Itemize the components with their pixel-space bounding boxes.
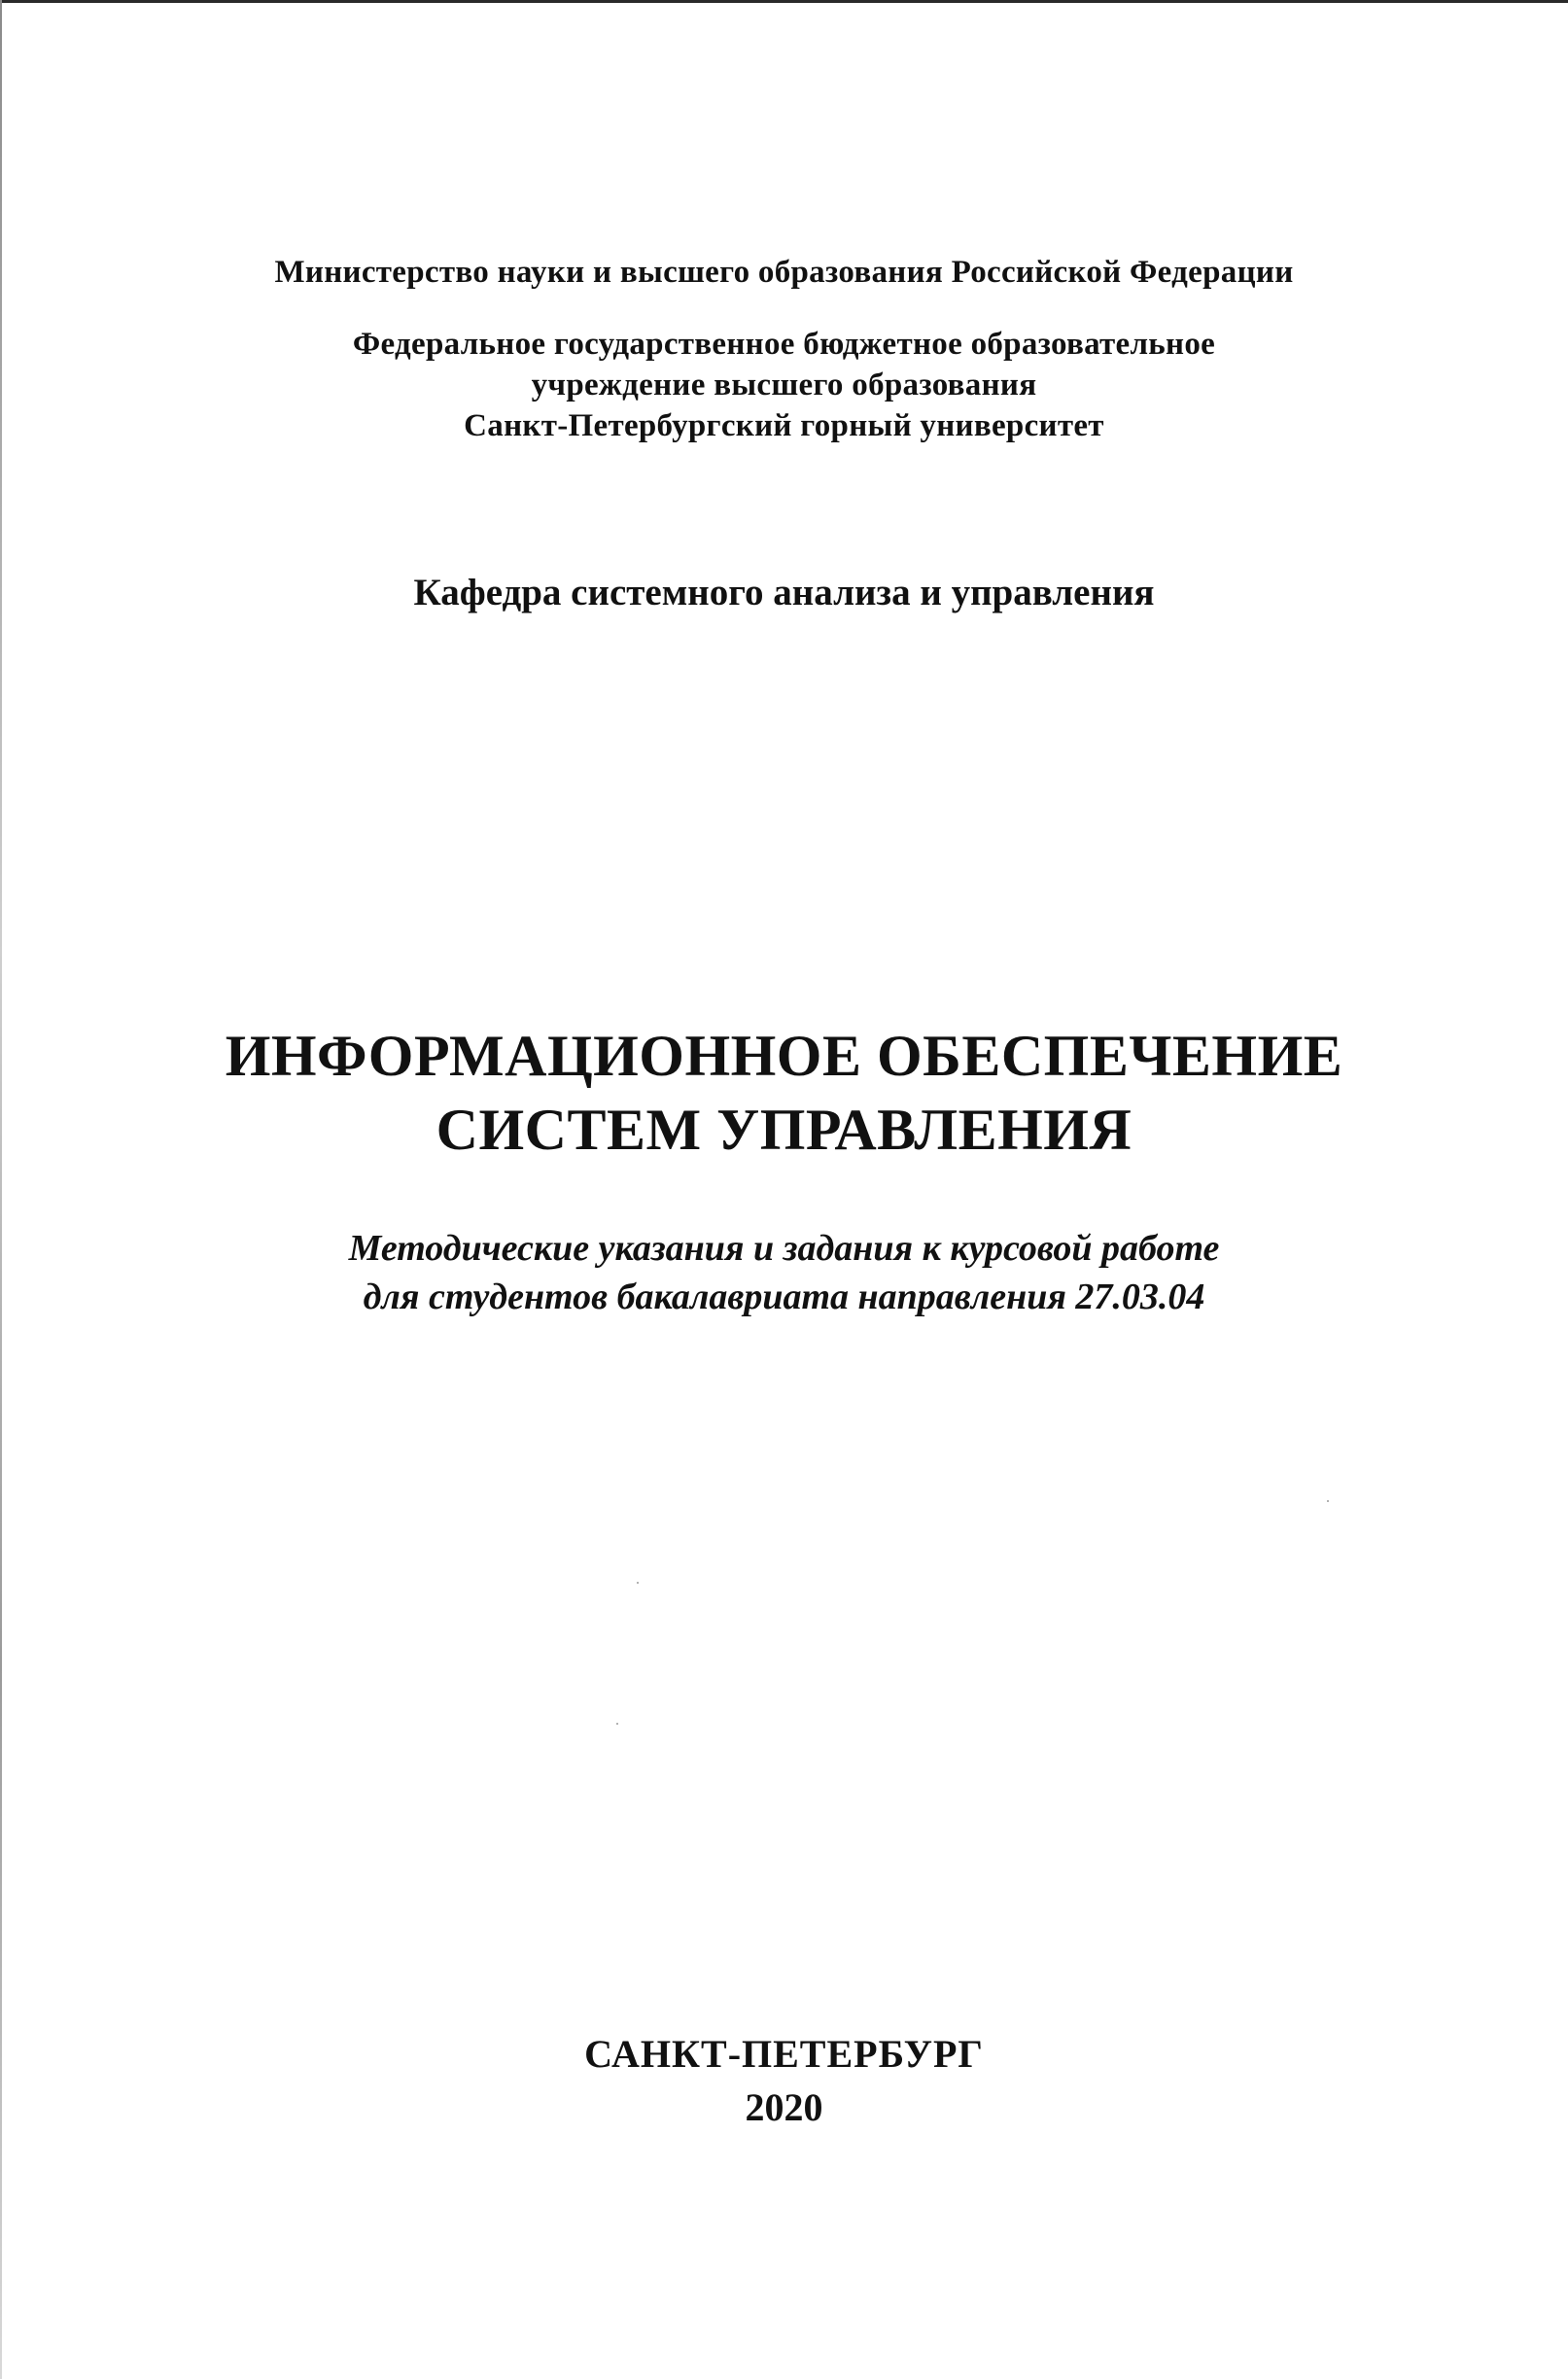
institution-type-line-1: Федеральное государственное бюджетное образовательное: [352, 327, 1216, 362]
publication-year: 2020: [745, 2085, 823, 2129]
publication-city: САНКТ-ПЕТЕРБУРГ: [584, 2032, 984, 2076]
scan-top-edge: [0, 0, 1568, 3]
document-title-line-1: ИНФОРМАЦИОННОЕ ОБЕСПЕЧЕНИЕ: [225, 1024, 1343, 1088]
ministry-name: Министерство науки и высшего образования Российской Федерации: [274, 255, 1294, 290]
institution-type-line-2: учреждение высшего образования: [531, 367, 1037, 402]
scan-speck: [637, 1582, 639, 1584]
document-title-line-2: СИСТЕМ УПРАВЛЕНИЯ: [436, 1098, 1132, 1162]
document-subtitle-line-1: Методические указания и задания к курсовой работе: [348, 1228, 1220, 1269]
university-name: Санкт-Петербургский горный университет: [464, 408, 1104, 443]
document-subtitle-line-2: для студентов бакалавриата направления 27.03.04: [363, 1277, 1205, 1317]
scan-speck: [1327, 1500, 1329, 1502]
department-name: Кафедра системного анализа и управления: [413, 572, 1155, 613]
scan-speck: [616, 1723, 618, 1725]
